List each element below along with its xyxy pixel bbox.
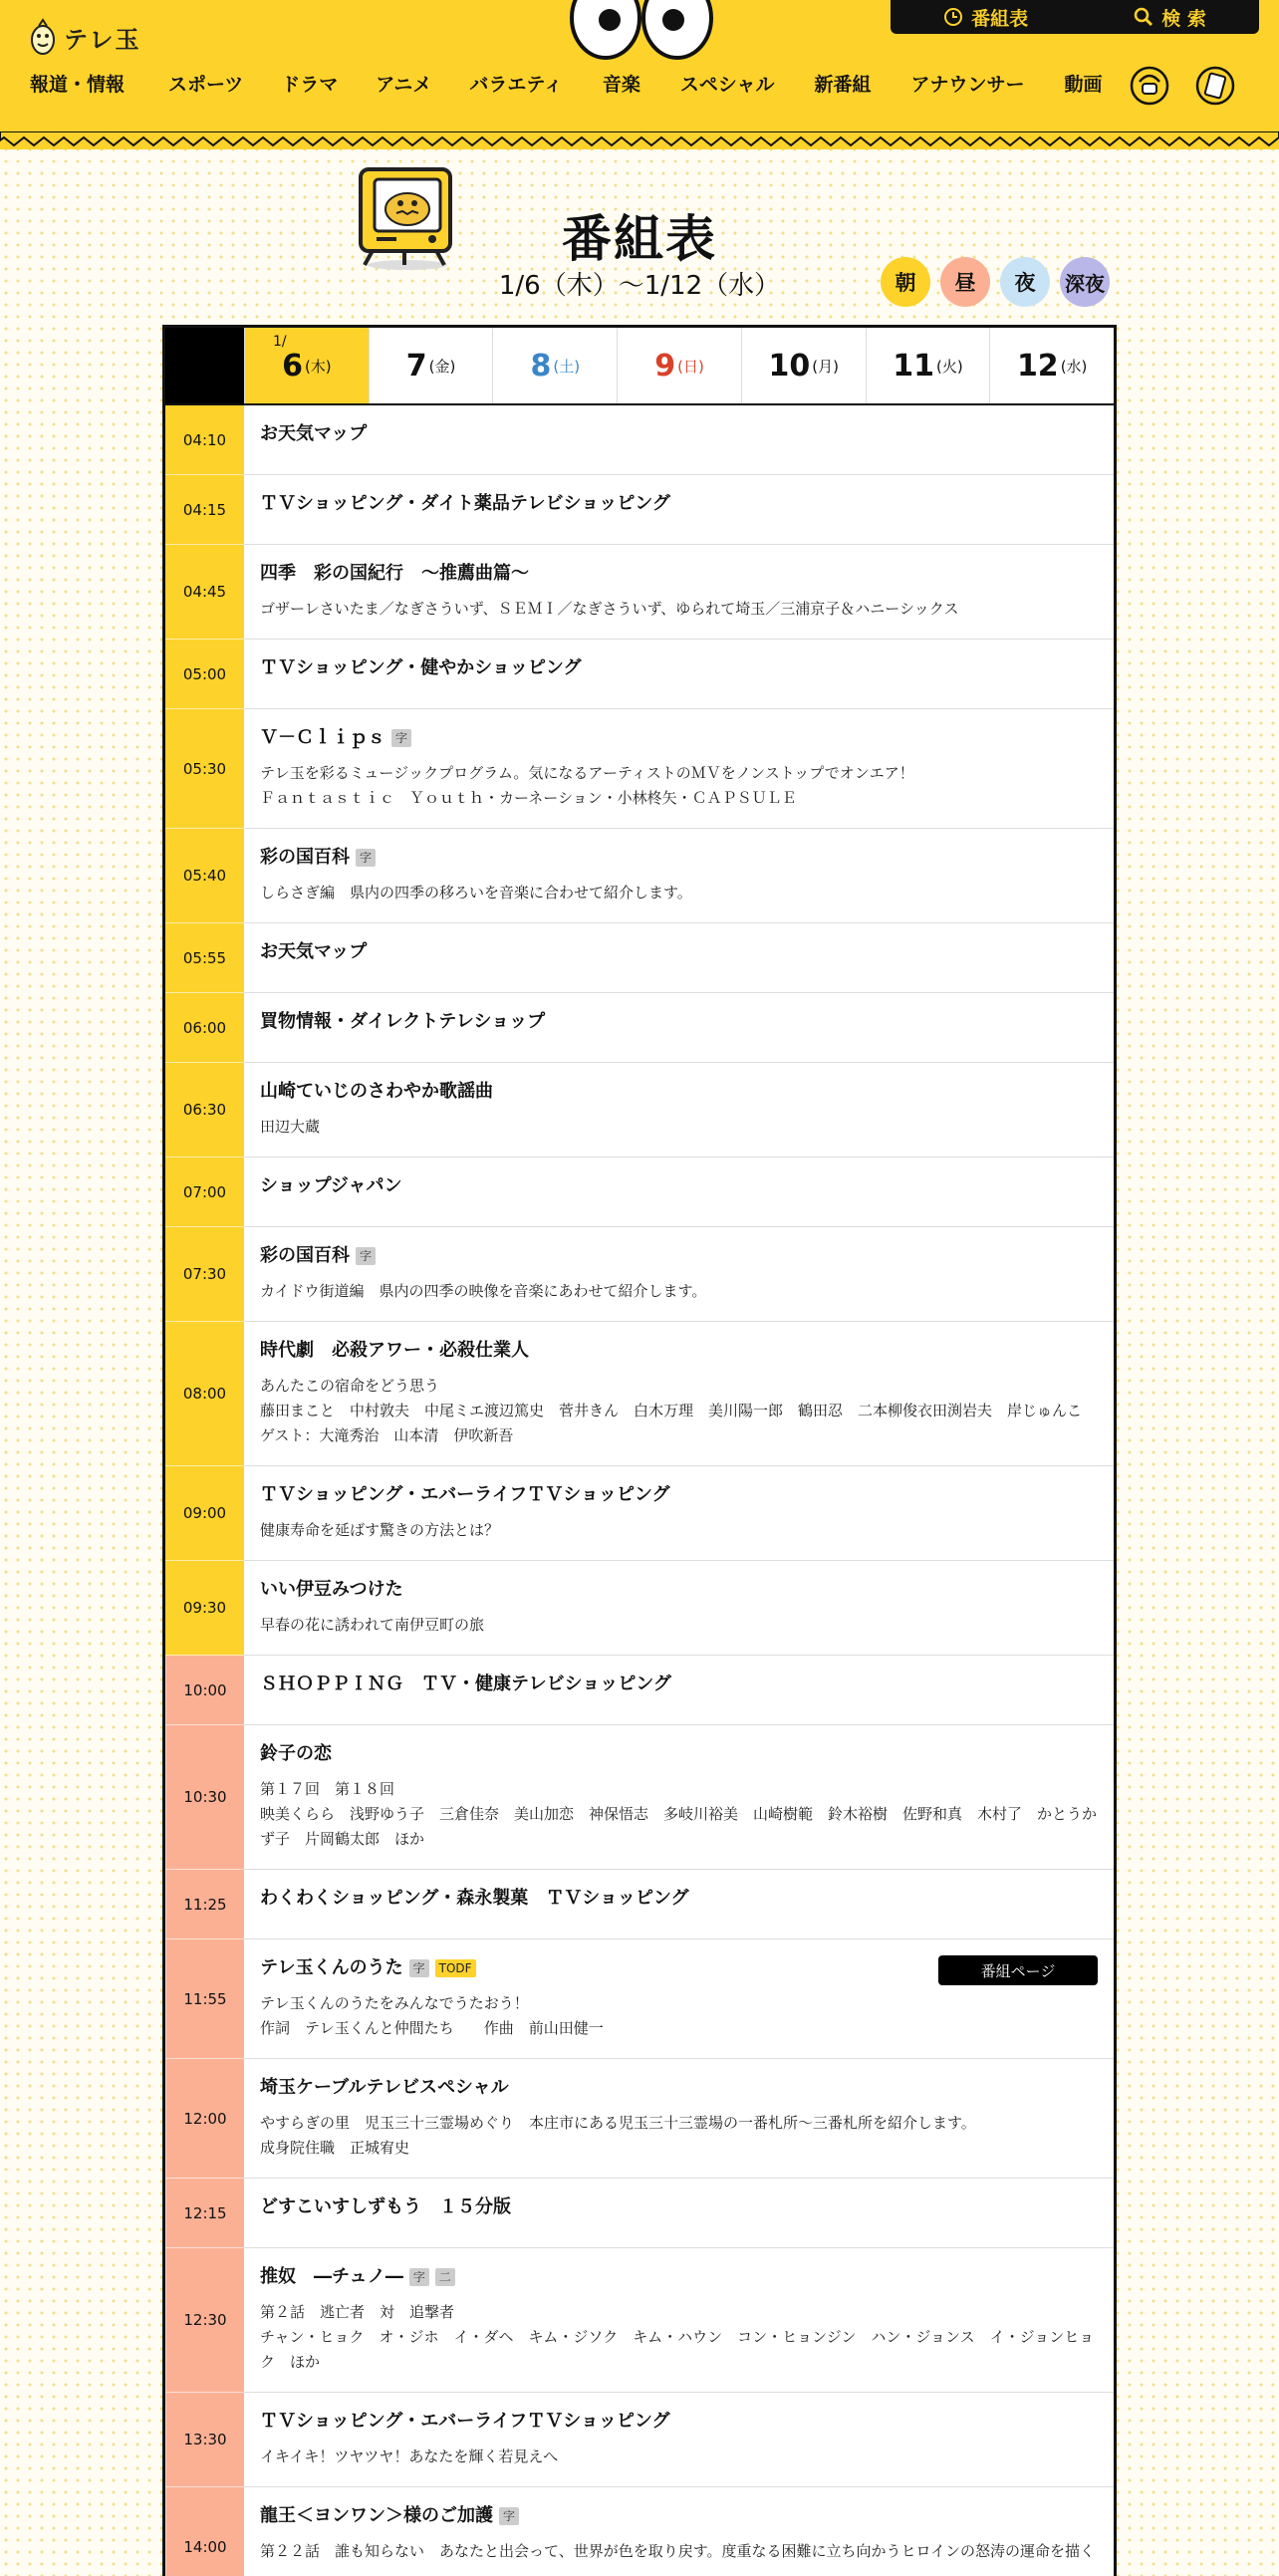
day-tabs-corner [165, 328, 244, 403]
program-time: 06:00 [165, 993, 244, 1063]
date-range: 1/6（木）〜1/12（水） [498, 271, 781, 301]
program-body [244, 993, 1114, 1062]
program-tag-badge: 字 [409, 1959, 429, 1977]
program-tag-badge: 二 [435, 2268, 455, 2286]
program-row [165, 640, 1114, 709]
program-row [165, 1158, 1114, 1227]
program-row [165, 405, 1114, 475]
nav-item-sports[interactable]: スポーツ [168, 74, 244, 96]
day-tab[interactable] [989, 328, 1114, 403]
day-tab-weekday: (土) [553, 357, 581, 376]
program-row [165, 2248, 1114, 2393]
clock-icon [943, 7, 963, 27]
day-tab-number: 10 [768, 348, 811, 384]
program-body [244, 2059, 1114, 2178]
program-title-text: 鈴子の恋 [260, 1743, 332, 1764]
program-time: 05:30 [165, 709, 244, 829]
program-row [165, 475, 1114, 545]
program-page-button[interactable]: 番組ページ [938, 1955, 1098, 1985]
program-tag-badge: 字 [356, 849, 376, 867]
program-row [165, 1322, 1114, 1466]
nav-item-announcers[interactable]: アナウンサー [910, 74, 1025, 96]
day-tab[interactable] [741, 328, 866, 403]
program-title-text: ＴＶショッピング・ダイト薬品テレビショッピング [260, 493, 670, 514]
program-body [244, 640, 1114, 708]
day-tab[interactable] [369, 328, 493, 403]
program-time: 05:40 [165, 829, 244, 923]
program-time: 12:00 [165, 2059, 244, 2179]
program-row [165, 545, 1114, 640]
program-title[interactable] [260, 1338, 1098, 1364]
program-row [165, 1561, 1114, 1656]
program-body [244, 1870, 1114, 1938]
program-title-text: どすこいすしずもう １５分版 [260, 2196, 511, 2217]
program-body [244, 2248, 1114, 2392]
teletama-passport-icon[interactable] [1195, 62, 1235, 106]
program-title-text: ＳＨＯＰＰＩＮＧ ＴＶ・健康テレビショッピング [260, 1674, 671, 1694]
day-tab-number: 7 [405, 348, 427, 384]
search-button-label: 検 索 [1161, 7, 1206, 30]
program-title-text: わくわくショッピング・森永製菓 ＴＶショッピング [260, 1888, 689, 1909]
program-body [244, 2393, 1114, 2486]
page-title: 番組表 [562, 210, 717, 268]
program-row [165, 923, 1114, 993]
search-icon [1134, 7, 1153, 27]
program-body [244, 1561, 1114, 1655]
day-tab-weekday: (金) [428, 357, 456, 376]
program-description: 第１７回 第１８回 映美くらら 浅野ゆう子 三倉佳奈 美山加恋 神保悟志 多岐川裕美 山崎樹範 鈴木裕樹 佐野和真 木村了 かとうかず子 片岡鶴太郎 ほか [260, 1780, 1098, 1848]
search-button[interactable] [1134, 4, 1206, 31]
top-utility-bar [891, 0, 1259, 34]
program-body [244, 1939, 1114, 2058]
program-title-text: Ｖ－Ｃｌｉｐｓ [260, 727, 385, 748]
program-title[interactable] [260, 2409, 1098, 2435]
program-title[interactable] [260, 1243, 1098, 1269]
day-tab[interactable] [244, 328, 369, 403]
day-tab-number: 6 [282, 348, 303, 384]
nav-item-variety[interactable]: バラエティ [469, 74, 563, 96]
program-description: やすらぎの里 児玉三十三霊場めぐり 本庄市にある児玉三十三霊場の一番札所～三番札所を紹介します。 成身院住職 正城宥史 [260, 2114, 976, 2157]
program-time: 05:00 [165, 640, 244, 709]
site-logo[interactable] [30, 18, 141, 56]
program-description: あんたこの宿命をどう思う 藤田まこと 中村敦夫 中尾ミエ渡辺篤史 菅井きん 白木万理 美川陽一郎 鶴田忍 二本柳俊衣田渕岩夫 岸じゅんこ ゲスト：大滝秀治 山本清 伊吹新吾 [260, 1377, 1083, 1444]
program-time: 05:55 [165, 923, 244, 993]
program-time: 13:30 [165, 2393, 244, 2487]
program-title-text: 龍王＜ヨンワン＞様のご加護 [260, 2505, 493, 2526]
program-body [244, 829, 1114, 922]
day-tab-number: 12 [1016, 348, 1059, 384]
program-title[interactable] [260, 1577, 1098, 1603]
program-title[interactable] [260, 2194, 1098, 2220]
program-title[interactable] [260, 491, 1098, 517]
program-description: 田辺大蔵 [260, 1118, 321, 1136]
program-row [165, 1939, 1114, 2059]
program-time: 12:15 [165, 2179, 244, 2248]
program-row [165, 1870, 1114, 1939]
schedule-button[interactable] [943, 4, 1028, 31]
day-tab-month: 1/ [273, 334, 287, 350]
program-schedule [162, 325, 1117, 2576]
program-title[interactable] [260, 1741, 1098, 1767]
program-row [165, 1466, 1114, 1561]
program-description: ゴザーレさいたま／なぎさういず、ＳＥＭＩ／なぎさういず、ゆられて埼玉／三浦京子＆ハニーシックス [260, 600, 959, 618]
program-body [244, 405, 1114, 474]
program-body [244, 1725, 1114, 1869]
day-tab-weekday: (木) [304, 357, 332, 376]
program-description: テレ玉くんのうたをみんなでうたおう！ 作詞 テレ玉くんと仲間たち 作曲 前山田健一 [260, 1994, 604, 2037]
day-tab-weekday: (水) [1060, 357, 1088, 376]
program-body [244, 545, 1114, 639]
program-row [165, 2487, 1114, 2576]
nav-item-music[interactable]: 音楽 [602, 74, 640, 96]
program-time: 09:30 [165, 1561, 244, 1656]
program-title-text: お天気マップ [260, 423, 368, 444]
program-body [244, 2179, 1114, 2247]
day-tab-number: 8 [530, 348, 552, 384]
nav-item-anime[interactable]: アニメ [376, 74, 432, 96]
day-tab-weekday: (日) [677, 357, 704, 376]
site-header [0, 0, 1279, 149]
program-tag-badge: 字 [499, 2507, 519, 2525]
header-zigzag-edge [0, 131, 1279, 149]
program-body [244, 2487, 1114, 2576]
program-title[interactable] [260, 421, 1098, 447]
program-body [244, 709, 1114, 828]
program-title-text: 彩の国百科 [260, 1245, 350, 1266]
teletama-mascot-logo-icon [30, 18, 56, 56]
program-description: しらさぎ編 県内の四季の移ろいを音楽に合わせて紹介します。 [260, 884, 692, 902]
program-description: 第２話 逃亡者 対 追撃者 チャン・ヒョク オ・ジホ イ・ダヘ キム・ジソク キム・ハウン コン・ヒョンジン ハン・ジョンス イ・ジョンヒョク ほか [260, 2303, 1095, 2371]
day-tab[interactable] [866, 328, 990, 403]
nav-item-news[interactable]: 報道・情報 [30, 74, 126, 96]
program-title-text: ＴＶショッピング・エバーライフＴＶショッピング [260, 1484, 670, 1505]
program-title[interactable] [260, 2264, 1098, 2290]
program-title-text: 推奴 ―チュノ― [260, 2266, 403, 2287]
time-night-button[interactable]: 夜 [1000, 257, 1050, 307]
program-title-text: 埼玉ケーブルテレビスペシャル [260, 2077, 509, 2098]
program-time: 04:10 [165, 405, 244, 475]
nav-item-new-programs[interactable]: 新番組 [814, 74, 872, 96]
program-body [244, 1227, 1114, 1321]
program-row [165, 1063, 1114, 1158]
day-tab[interactable] [492, 328, 617, 403]
program-title[interactable] [260, 2075, 1098, 2101]
program-title[interactable] [260, 1886, 1098, 1912]
program-title[interactable] [260, 1672, 1098, 1697]
program-description: 早春の花に誘われて南伊豆町の旅 [260, 1616, 485, 1634]
program-row [165, 993, 1114, 1063]
program-list [165, 405, 1114, 2576]
program-title[interactable] [260, 1079, 1098, 1105]
program-row [165, 2179, 1114, 2248]
program-time: 14:00 [165, 2487, 244, 2576]
day-tab-weekday: (月) [812, 357, 839, 376]
program-time: 07:00 [165, 1158, 244, 1227]
program-title-text: ＴＶショッピング・健やかショッピング [260, 657, 582, 678]
program-title-text: ＴＶショッピング・エバーライフＴＶショッピング [260, 2411, 670, 2432]
program-time: 08:00 [165, 1322, 244, 1466]
program-body [244, 923, 1114, 992]
schedule-button-label: 番組表 [971, 7, 1029, 30]
program-title-text: テレ玉くんのうた [260, 1957, 403, 1978]
program-time: 11:55 [165, 1939, 244, 2059]
day-tab-number: 9 [654, 348, 676, 384]
program-time: 07:30 [165, 1227, 244, 1322]
program-row [165, 1656, 1114, 1725]
program-time: 06:30 [165, 1063, 244, 1158]
time-of-day-filter [881, 257, 1110, 307]
day-tab[interactable] [617, 328, 741, 403]
program-body [244, 1158, 1114, 1226]
program-description: イキイキ！ツヤツヤ！あなたを輝く若見えへ [260, 2447, 559, 2465]
todf-badge: TODF [435, 1959, 476, 1977]
program-time: 10:30 [165, 1725, 244, 1870]
day-tab-weekday: (火) [935, 357, 963, 376]
program-row [165, 709, 1114, 829]
logo-text: テレ玉 [64, 25, 141, 54]
program-title[interactable] [260, 2503, 1098, 2529]
program-body [244, 1656, 1114, 1724]
program-title[interactable] [260, 1482, 1098, 1508]
program-title-text: 四季 彩の国紀行 ～推薦曲篇～ [260, 563, 529, 584]
program-title-text: 山崎ていじのさわやか歌謡曲 [260, 1081, 493, 1102]
program-title-text: 買物情報・ダイレクトテレショップ [260, 1011, 546, 1032]
program-tag-badge: 字 [409, 2268, 429, 2286]
program-row [165, 1725, 1114, 1870]
day-tab-number: 11 [893, 348, 934, 384]
time-late-night-button[interactable]: 深夜 [1060, 257, 1110, 307]
program-title[interactable] [260, 561, 1098, 587]
program-title[interactable] [260, 655, 1098, 681]
teletama-mascot-icon[interactable] [1130, 62, 1169, 106]
program-body [244, 1466, 1114, 1560]
program-body [244, 475, 1114, 544]
program-time: 09:00 [165, 1466, 244, 1561]
program-row [165, 829, 1114, 923]
program-title[interactable] [260, 725, 1098, 751]
program-body [244, 1322, 1114, 1465]
program-row [165, 2393, 1114, 2487]
nav-item-special[interactable]: スペシャル [679, 74, 775, 96]
program-title[interactable] [260, 1173, 1098, 1199]
program-time: 04:45 [165, 545, 244, 640]
program-description: 健康寿命を延ばす驚きの方法とは？ [260, 1521, 500, 1539]
program-title[interactable] [260, 939, 1098, 965]
program-tag-badge: 字 [391, 729, 411, 747]
main-nav [30, 70, 1103, 97]
program-title[interactable] [260, 845, 1098, 871]
program-time: 10:00 [165, 1656, 244, 1725]
program-description: テレ玉を彩るミュージックプログラム。気になるアーティストのＭＶをノンストップでオンエア！ Ｆａｎｔａｓｔｉｃ Ｙｏｕｔｈ・カーネーション・小林柊矢・ＣＡＰＳＵＬＥ [260, 764, 914, 807]
program-body [244, 1063, 1114, 1157]
program-time: 12:30 [165, 2248, 244, 2393]
program-title[interactable] [260, 1009, 1098, 1035]
day-tabs [165, 328, 1114, 405]
program-title-text: 彩の国百科 [260, 847, 350, 868]
program-row [165, 1227, 1114, 1322]
program-time: 11:25 [165, 1870, 244, 1939]
nav-item-videos[interactable]: 動画 [1064, 74, 1103, 96]
program-description: カイドウ街道編 県内の四季の映像を音楽にあわせて紹介します。 [260, 1282, 707, 1300]
time-daytime-button[interactable]: 昼 [940, 257, 990, 307]
program-tag-badge: 字 [356, 1247, 376, 1265]
program-title-text: ショップジャパン [260, 1175, 402, 1196]
program-title-text: お天気マップ [260, 941, 368, 962]
program-time: 04:15 [165, 475, 244, 545]
time-morning-button[interactable]: 朝 [881, 257, 930, 307]
program-title-text: いい伊豆みつけた [260, 1579, 403, 1600]
nav-item-drama[interactable]: ドラマ [281, 74, 339, 96]
program-description: 第２２話 誰も知らない あなたと出会って、世界が色を取り戻す。度重なる困難に立ち向かうヒロインの怒涛の運命を描く [260, 2542, 1096, 2560]
nav-icon-links [1130, 62, 1235, 106]
program-row [165, 2059, 1114, 2179]
mascot-eyes-icon [568, 0, 715, 62]
program-title-text: 時代劇 必殺アワー・必殺仕業人 [260, 1340, 529, 1361]
